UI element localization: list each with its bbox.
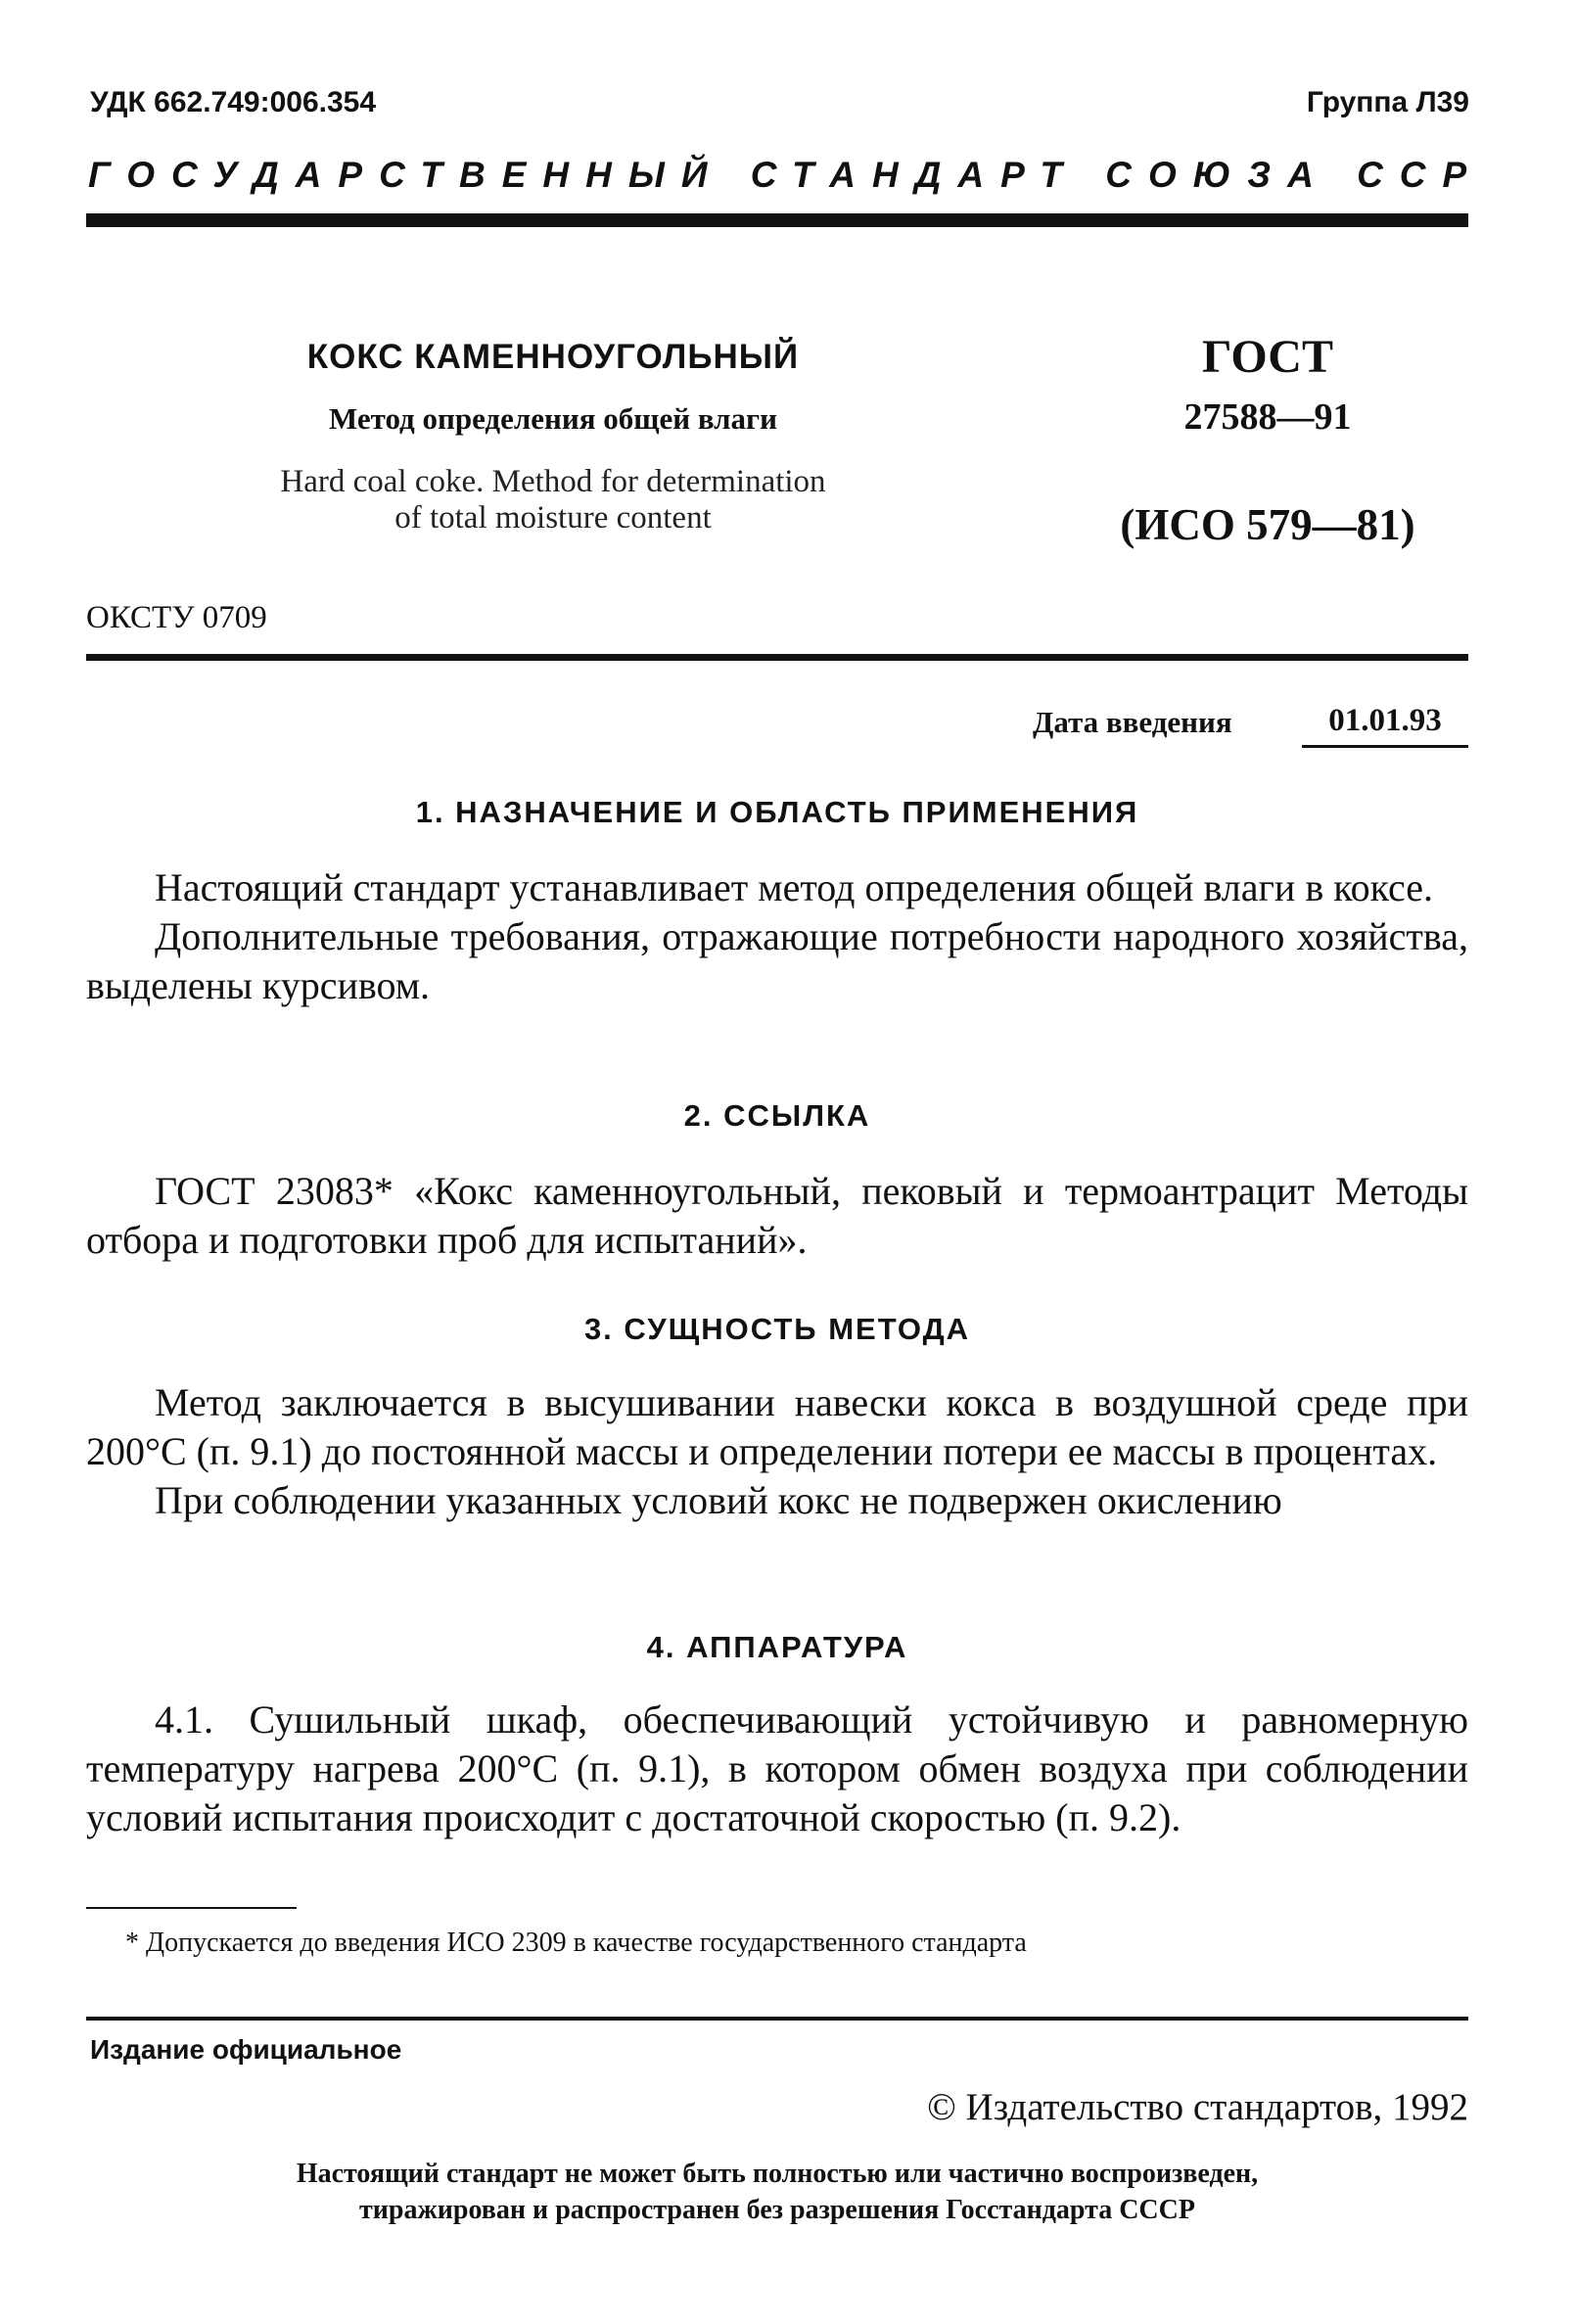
title-rule (86, 654, 1468, 661)
section-3-title: 3. СУЩНОСТЬ МЕТОДА (583, 1312, 971, 1346)
footnote-rule (86, 1907, 297, 1909)
section-2-body (86, 1167, 1468, 1265)
gost-label: ГОСТ (1202, 331, 1333, 383)
reproduction-notice-line2: тиражирован и распространен без разрешения Госстандарта СССР (359, 2195, 1195, 2225)
gost-number: 27588—91 (1183, 396, 1352, 438)
section-1-title: 1. НАЗНАЧЕНИЕ И ОБЛАСТЬ ПРИМЕНЕНИЯ (415, 795, 1139, 829)
section-1-body (86, 863, 1468, 1010)
banner-rule (86, 213, 1468, 227)
section-1-paragraph-2: Дополнительные требования, отражающие потребности народного хозяйства, выделены курсивом. (86, 914, 1468, 1007)
doc-subtitle-ru: Метод определения общей влаги (329, 401, 777, 436)
section-3-paragraph-2: При соблюдении указанных условий кокс не подвержен окислению (155, 1478, 1282, 1522)
section-3-body (86, 1378, 1468, 1525)
reproduction-notice-line1: Настоящий стандарт не может быть полностью или частично воспроизведен, (296, 2159, 1259, 2189)
intro-date-value: 01.01.93 (1302, 703, 1468, 748)
footnote-text: * Допускается до введения ИСО 2309 в качестве государственного стандарта (125, 1928, 1027, 1958)
section-4-body (86, 1696, 1468, 1842)
section-4-title: 4. АППАРАТУРА (646, 1630, 908, 1664)
copyright: © Издательство стандартов, 1992 (927, 2086, 1468, 2128)
doc-title-ru: КОКС КАМЕННОУГОЛЬНЫЙ (306, 338, 800, 376)
section-4-paragraph-1: 4.1. Сушильный шкаф, обеспечивающий устойчивую и равномерную температуру нагрева 200°С (п. 9.1), в котором обмен воздуха при соблюдении условий испытания происходит с достаточной скоростью (п. 9.2). (86, 1697, 1468, 1839)
okstu-code: ОКСТУ 0709 (86, 600, 267, 635)
section-2-title: 2. ССЫЛКА (683, 1098, 871, 1133)
state-standard-banner: ГОСУДАРСТВЕННЫЙ СТАНДАРТ СОЮЗА ССР (88, 155, 1484, 195)
doc-title-en-line1: Hard coal coke. Method for determination (280, 464, 826, 499)
udk-code: УДК 662.749:006.354 (90, 86, 377, 118)
intro-date-label: Дата введения (1033, 705, 1232, 739)
section-2-paragraph-1: ГОСТ 23083* «Кокс каменноугольный, пековый и термоантрацит Методы отбора и подготовки проб для испытаний». (86, 1169, 1468, 1262)
iso-number: (ИСО 579—81) (1120, 500, 1415, 549)
doc-title-en-line2: of total moisture content (394, 500, 712, 535)
official-edition: Издание официальное (90, 2034, 402, 2065)
section-3-paragraph-1: Метод заключается в высушивании навески кокса в воздушной среде при 200°С (п. 9.1) до постоянной массы и определении потери ее массы в процентах. (86, 1380, 1468, 1473)
section-1-paragraph-1: Настоящий стандарт устанавливает метод определения общей влаги в коксе. (155, 865, 1434, 909)
footer-rule (86, 2017, 1468, 2021)
group-code: Группа Л39 (1306, 86, 1469, 118)
